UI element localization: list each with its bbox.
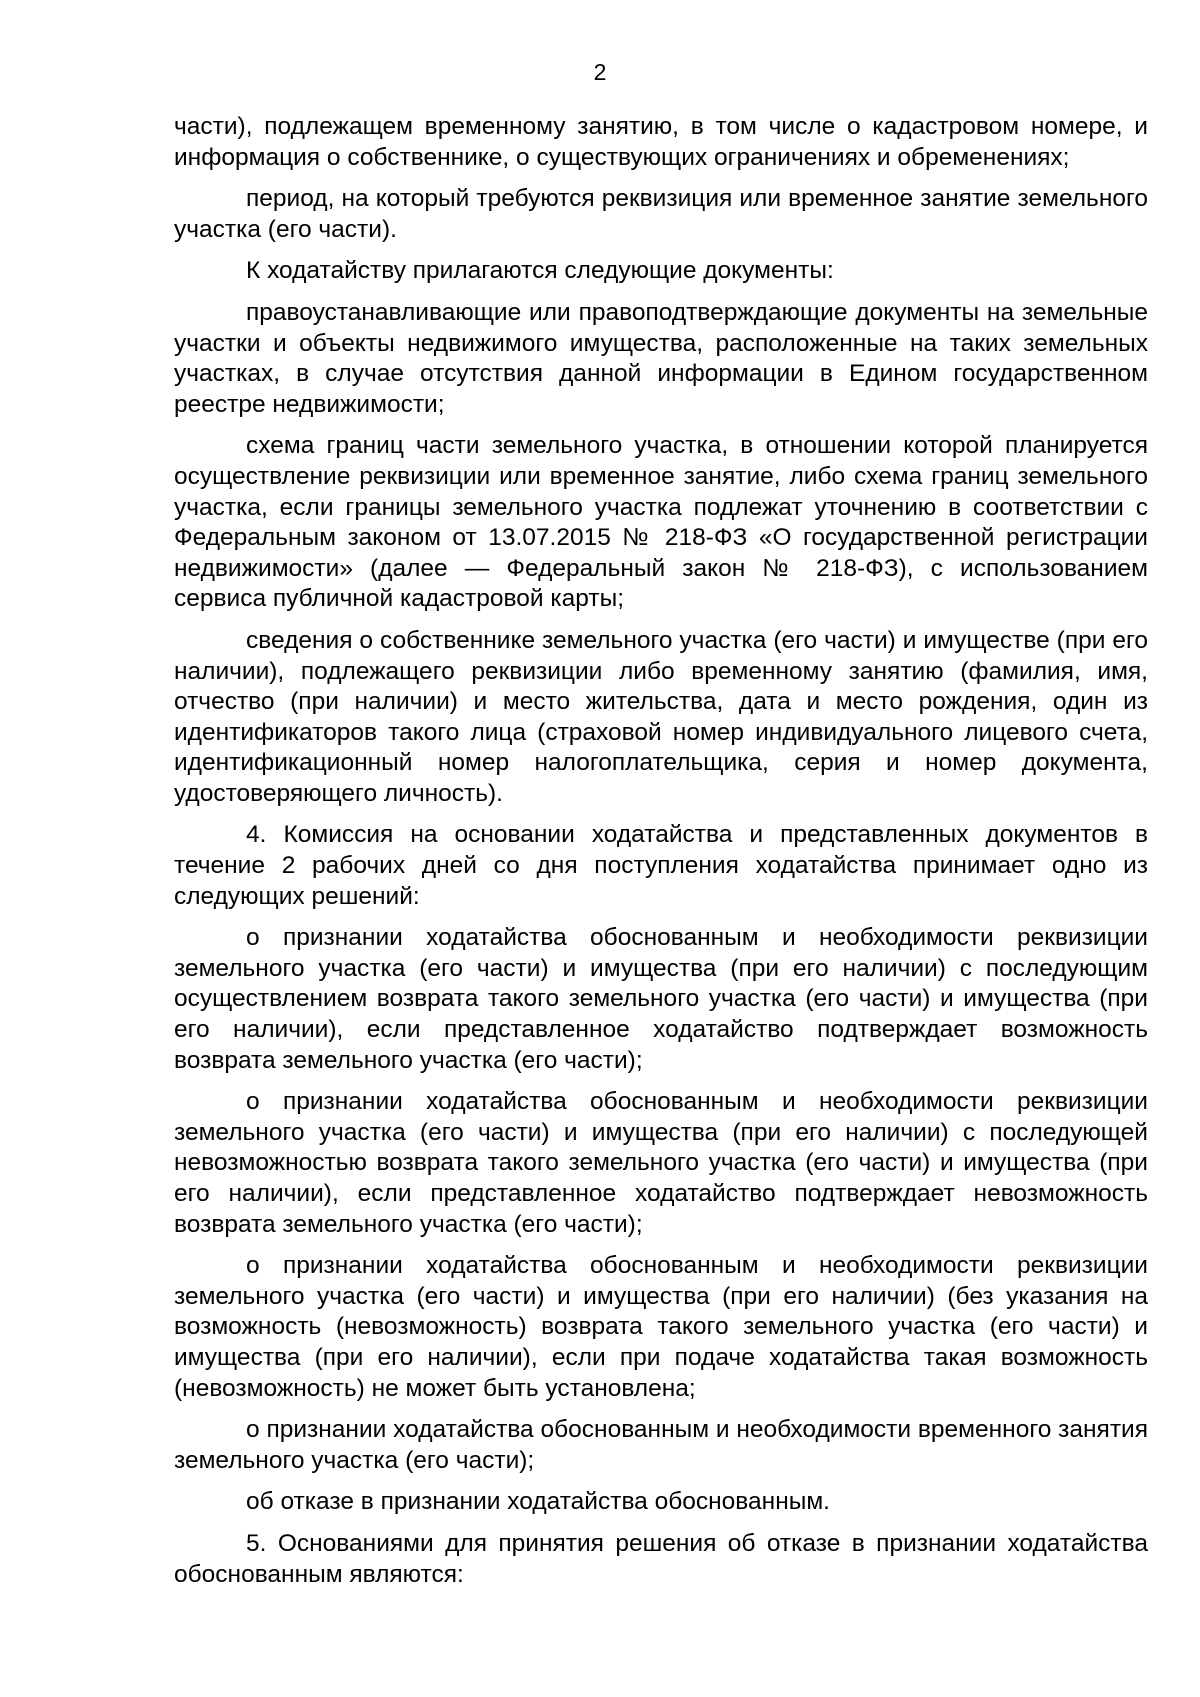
document-body bbox=[174, 112, 1148, 1601]
paragraph: об отказе в признании ходатайства обоснованным. bbox=[246, 1488, 830, 1516]
paragraph: период, на который требуются реквизиция или временное занятие земельного участка (его части). bbox=[174, 185, 1148, 243]
paragraph: части), подлежащем временному занятию, в том числе о кадастровом номере, и информация о собственнике, о существующих ограничениях и обременениях; bbox=[174, 113, 1148, 171]
paragraph: К ходатайству прилагаются следующие документы: bbox=[246, 257, 834, 285]
paragraph: схема границ части земельного участка, в отношении которой планируется осуществление реквизиции или временное занятие, либо схема границ земельного участка, если границы земельного участка подлежат уточнению в соответствии с Федеральным законом от 13.07.2015 № 218-ФЗ «О государственной регистрации недвижимости» (далее — Федеральный закон № 218-ФЗ), с использованием сервиса публичной кадастровой карты; bbox=[174, 432, 1148, 613]
paragraph: сведения о собственнике земельного участка (его части) и имуществе (при его наличии), подлежащего реквизиции либо временному занятию (фамилия, имя, отчество (при наличии) и место жительства, дата и место рождения, один из идентификаторов такого лица (страховой номер индивидуального лицевого счета, идентификационный номер налогоплательщика, серия и номер документа, удостоверяющего личность). bbox=[174, 626, 1148, 807]
paragraph: о признании ходатайства обоснованным и необходимости временного занятия земельного участка (его части); bbox=[174, 1416, 1148, 1474]
paragraph: о признании ходатайства обоснованным и необходимости реквизиции земельного участка (его части) и имущества (при его наличии) с последующей невозможностью возврата такого земельного участка (его части) и имущества (при его наличии), если представленное ходатайство подтверждает невозможность возврата земельного участка (его части); bbox=[174, 1088, 1148, 1238]
paragraph: о признании ходатайства обоснованным и необходимости реквизиции земельного участка (его части) и имущества (при его наличии) (без указания на возможность (невозможность) возврата такого земельного участка (его части) и имущества (при его наличии), если при подаче ходатайства такая возможность (невозможность) не может быть установлена; bbox=[174, 1252, 1148, 1402]
page-number: 2 bbox=[593, 59, 607, 85]
paragraph: 5. Основаниями для принятия решения об отказе в признании ходатайства обоснованным являются: bbox=[174, 1529, 1148, 1588]
paragraph: о признании ходатайства обоснованным и необходимости реквизиции земельного участка (его части) и имущества (при его наличии) с последующим осуществлением возврата такого земельного участка (его части) и имущества (при его наличии), если представленное ходатайство подтверждает возможность возврата земельного участка (его части); bbox=[174, 924, 1148, 1074]
paragraph: 4. Комиссия на основании ходатайства и представленных документов в течение 2 рабочих дней со дня поступления ходатайства принимает одно из следующих решений: bbox=[174, 821, 1148, 910]
paragraph: правоустанавливающие или правоподтверждающие документы на земельные участки и объекты недвижимого имущества, расположенные на таких земельных участках, в случае отсутствия данной информации в Едином государственном реестре недвижимости; bbox=[174, 298, 1148, 418]
